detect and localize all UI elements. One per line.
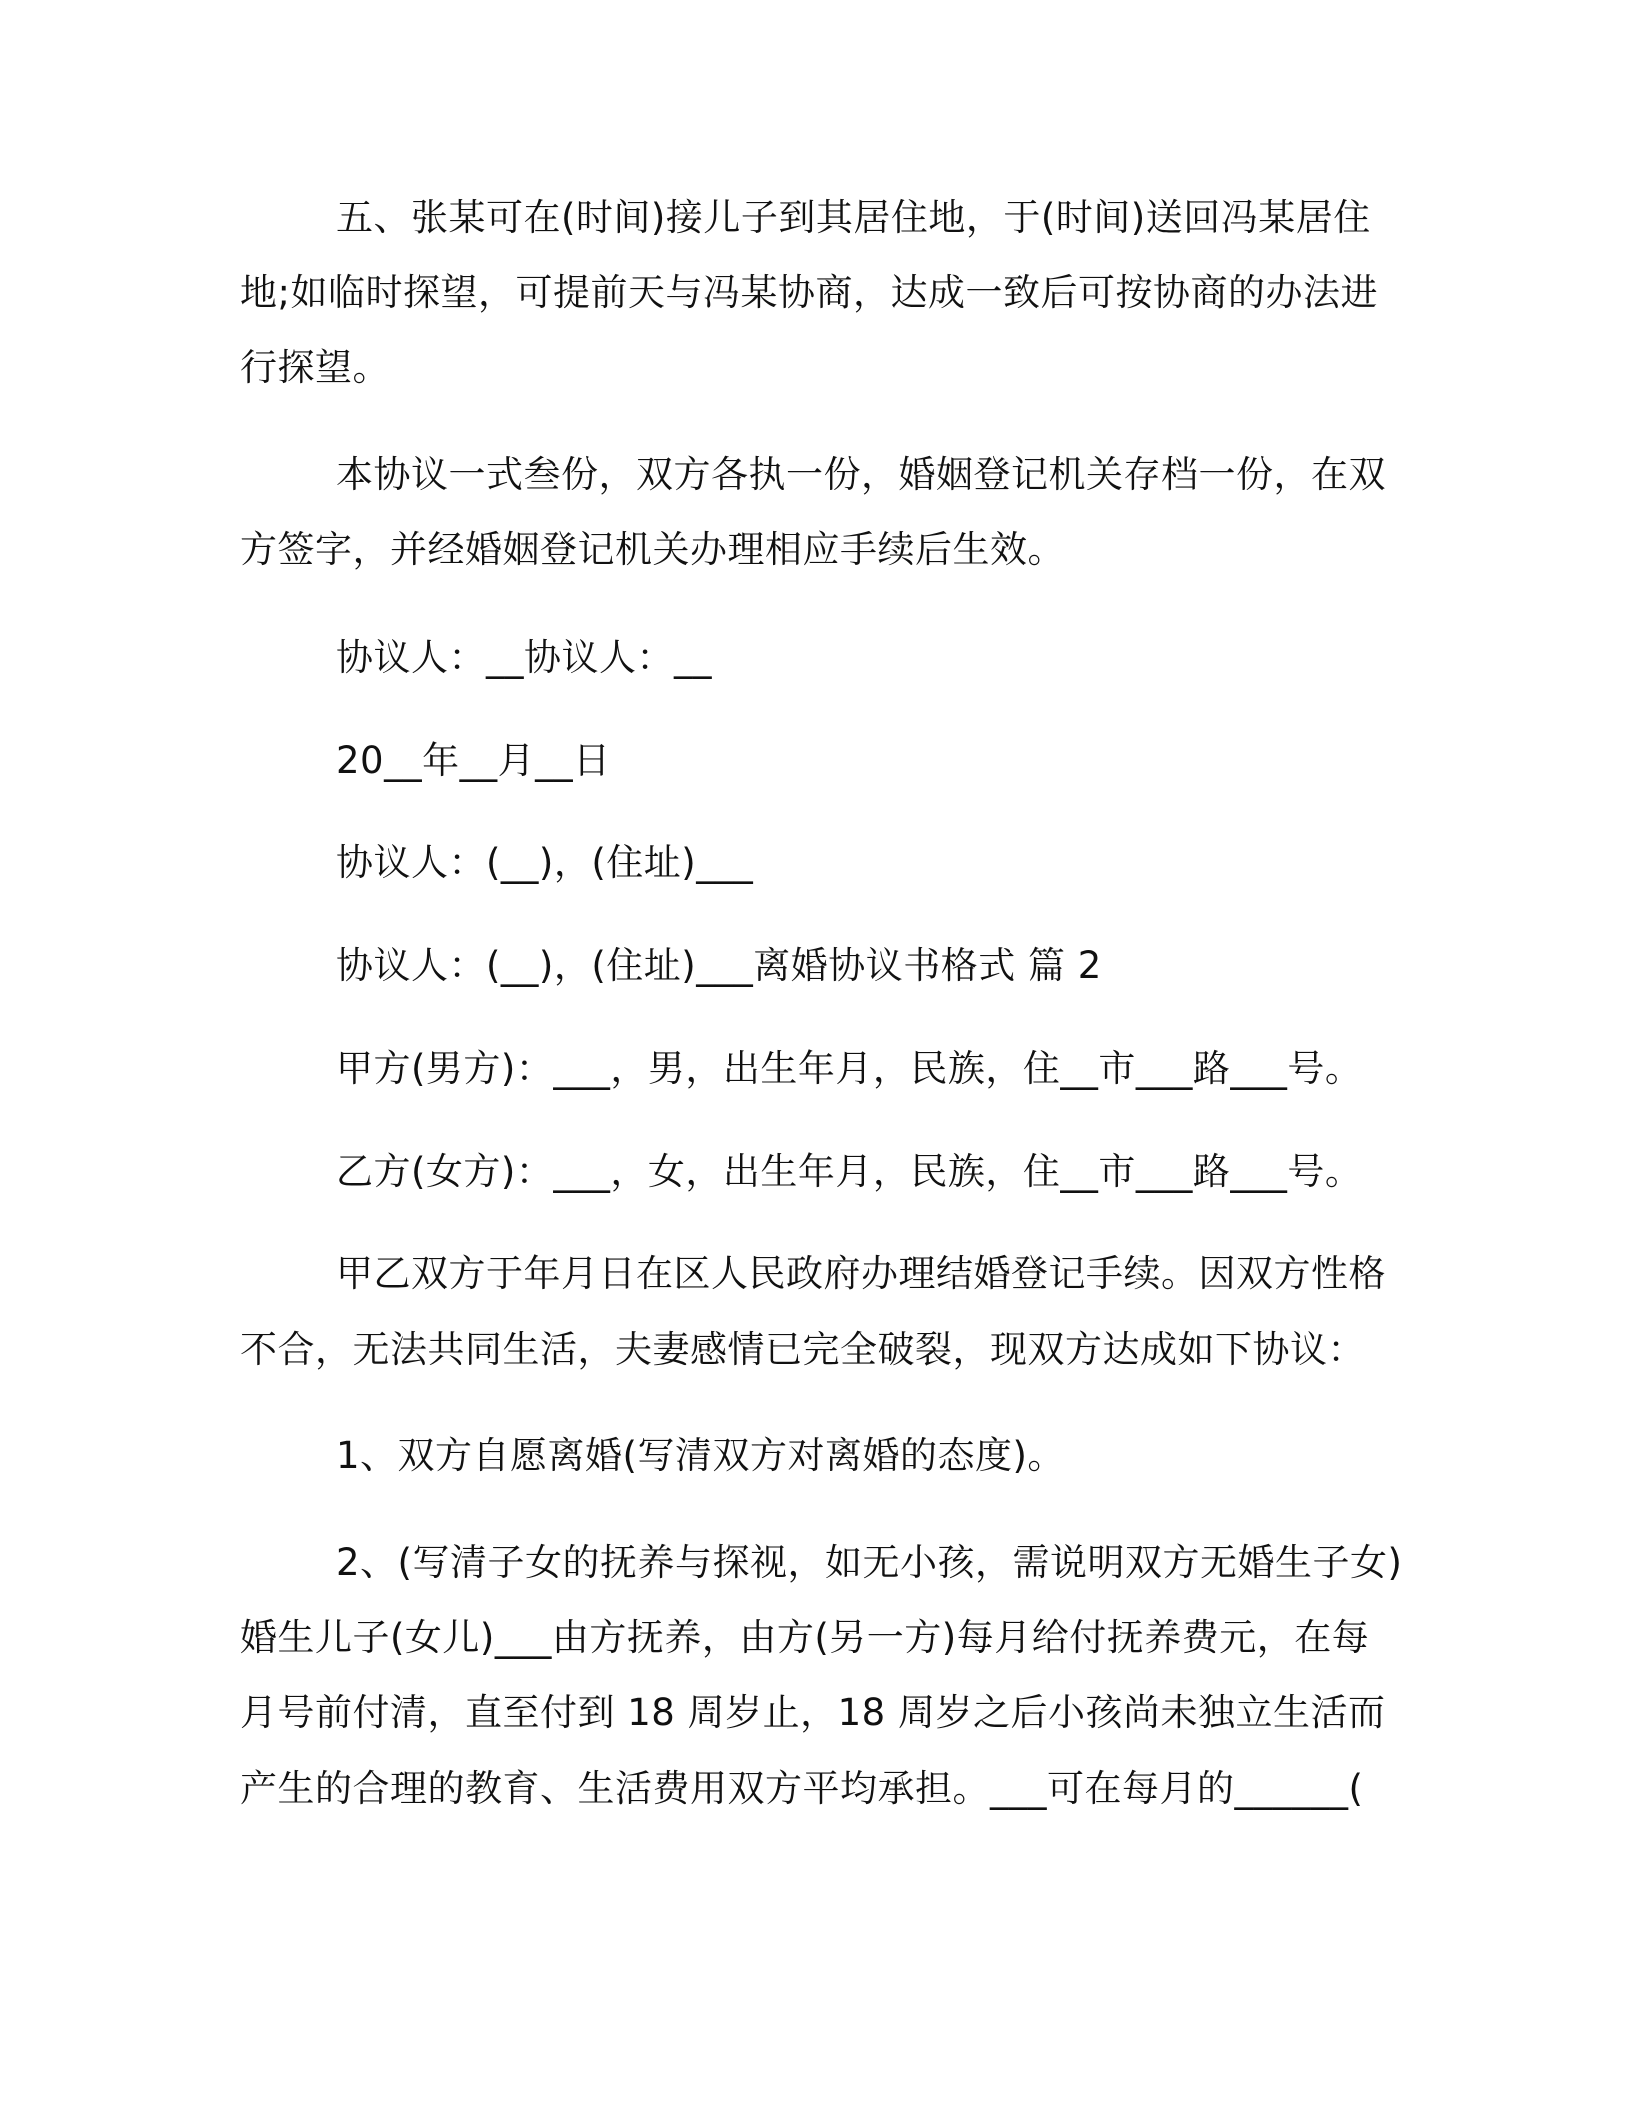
clause-2-line-2: 婚生儿子(女儿)___由方抚养，由方(另一方)每月给付抚养费元，在每 [240, 1616, 1370, 1659]
clause-2-line-1: 2、(写清子女的抚养与探视，如无小孩，需说明双方无婚生子女) [336, 1541, 1403, 1584]
marriage-paragraph-line-1: 甲乙双方于年月日在区人民政府办理结婚登记手续。因双方性格 [336, 1252, 1386, 1295]
paragraph-5-line-3: 行探望。 [240, 346, 390, 389]
paragraph-5-line-1: 五、张某可在(时间)接儿子到其居住地，于(时间)送回冯某居住 [336, 196, 1371, 239]
party-address-line-2: 协议人：(__)，(住址)___离婚协议书格式 篇 2 [336, 944, 1102, 987]
copies-paragraph-line-1: 本协议一式叁份，双方各执一份，婚姻登记机关存档一份，在双 [336, 453, 1386, 496]
clause-2-line-3: 月号前付清，直至付到 18 周岁止，18 周岁之后小孩尚未独立生活而 [240, 1691, 1386, 1734]
party-b-line: 乙方(女方)：___，女，出生年月，民族，住__市___路___号。 [336, 1150, 1363, 1193]
clause-1: 1、双方自愿离婚(写清双方对离婚的态度)。 [336, 1434, 1065, 1477]
copies-paragraph-line-2: 方签字，并经婚姻登记机关办理相应手续后生效。 [240, 528, 1065, 571]
date-line: 20__年__月__日 [336, 739, 611, 782]
party-address-line-1: 协议人：(__)，(住址)___ [336, 841, 754, 884]
paragraph-5-line-2: 地;如临时探望，可提前天与冯某协商，达成一致后可按协商的办法进 [240, 271, 1378, 314]
party-a-line: 甲方(男方)：___，男，出生年月，民族，住__市___路___号。 [336, 1047, 1363, 1090]
marriage-paragraph-line-2: 不合，无法共同生活，夫妻感情已完全破裂，现双方达成如下协议： [240, 1328, 1365, 1371]
signatories-line: 协议人：__协议人：__ [336, 636, 712, 679]
clause-2-line-4: 产生的合理的教育、生活费用双方平均承担。___可在每月的______( [240, 1767, 1364, 1810]
